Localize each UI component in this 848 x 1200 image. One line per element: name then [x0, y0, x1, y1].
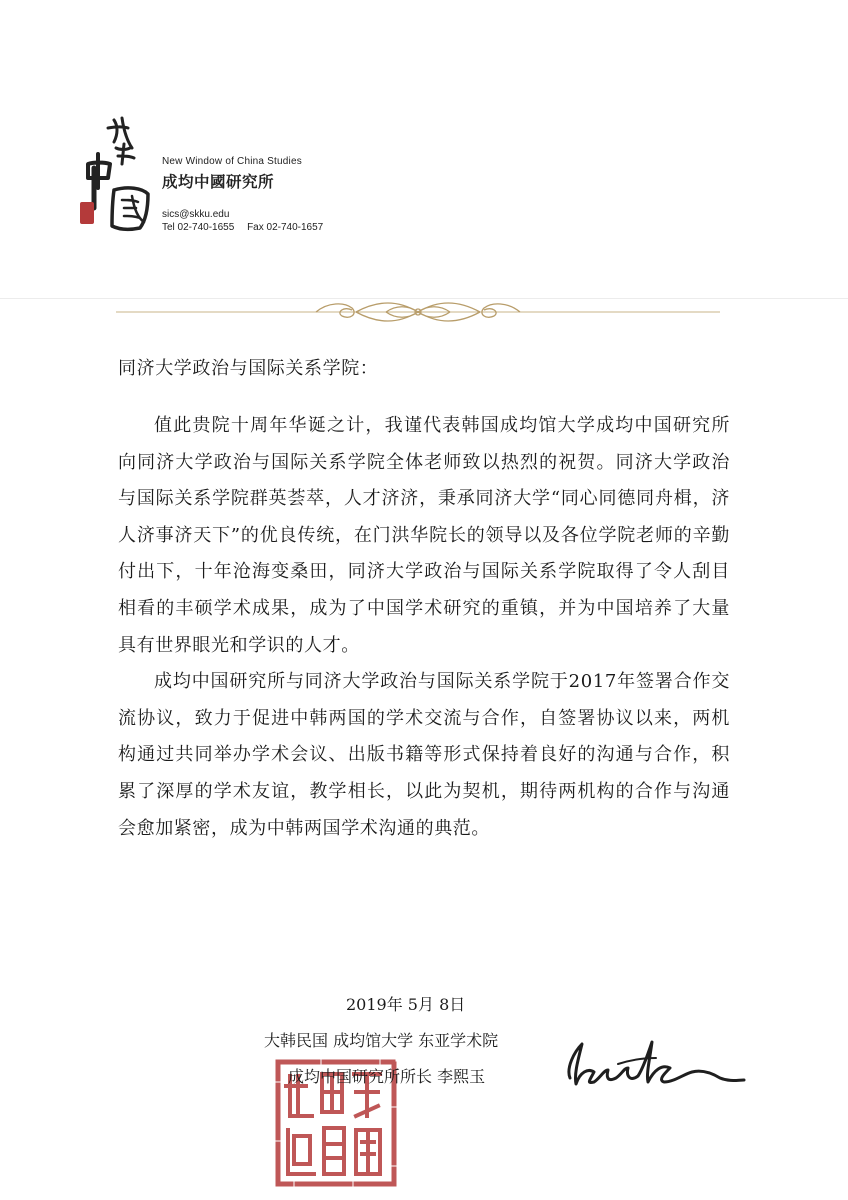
sender-organization: 大韩民国 成均馆大学 东亚学术院 [264, 1031, 499, 1050]
letterhead-contact [162, 222, 323, 233]
signer-name: 成均中国研究所所长 李熙玉 [288, 1067, 486, 1086]
letterhead-email: sics@skku.edu [162, 209, 230, 220]
salutation: 同济大学政治与国际关系学院： [118, 358, 379, 379]
letter-body [118, 408, 730, 847]
letter-date: 2019年 5月 8日 [346, 995, 466, 1014]
letterhead [162, 156, 323, 233]
letterhead-fax: Fax 02-740-1657 [247, 222, 324, 233]
letter-paragraph: 值此贵院十周年华诞之计，我谨代表韩国成均馆大学成均中国研究所向同济大学政治与国际关系学院全体老师致以热烈的祝贺。同济大学政治与国际关系学院群英荟萃，人才济济，秉承同济大学“同心同德同舟楫，济人济事济天下”的优良传统，在门洪华院长的领导以及各位学院老师的辛勤付出下，十年沧海变桑田，同济大学政治与国际关系学院取得了令人刮目相看的丰硕学术成果，成为了中国学术研究的重镇，并为中国培养了大量具有世界眼光和学识的人才。 [118, 415, 730, 656]
letterhead-title: 成均中國研究所 [162, 173, 275, 191]
logo-seal-mark [80, 202, 94, 224]
ornamental-divider [116, 296, 720, 328]
handwritten-signature [560, 1034, 746, 1094]
letterhead-subtitle: New Window of China Studies [162, 156, 302, 167]
calligraphy-logo [74, 112, 162, 236]
letter-paragraph: 成均中国研究所与同济大学政治与国际关系学院于2017年签署合作交流协议，致力于促进中韩两国的学术交流与合作，自签署协议以来，两机构通过共同举办学术会议、出版书籍等形式保持着良好的沟通与合作，积累了深厚的学术友谊，教学相长，以此为契机，期待两机构的合作与沟通会愈加紧密，成为中韩两国学术沟通的典范。 [118, 671, 730, 839]
letterhead-phone: Tel 02-740-1655 [162, 222, 235, 233]
